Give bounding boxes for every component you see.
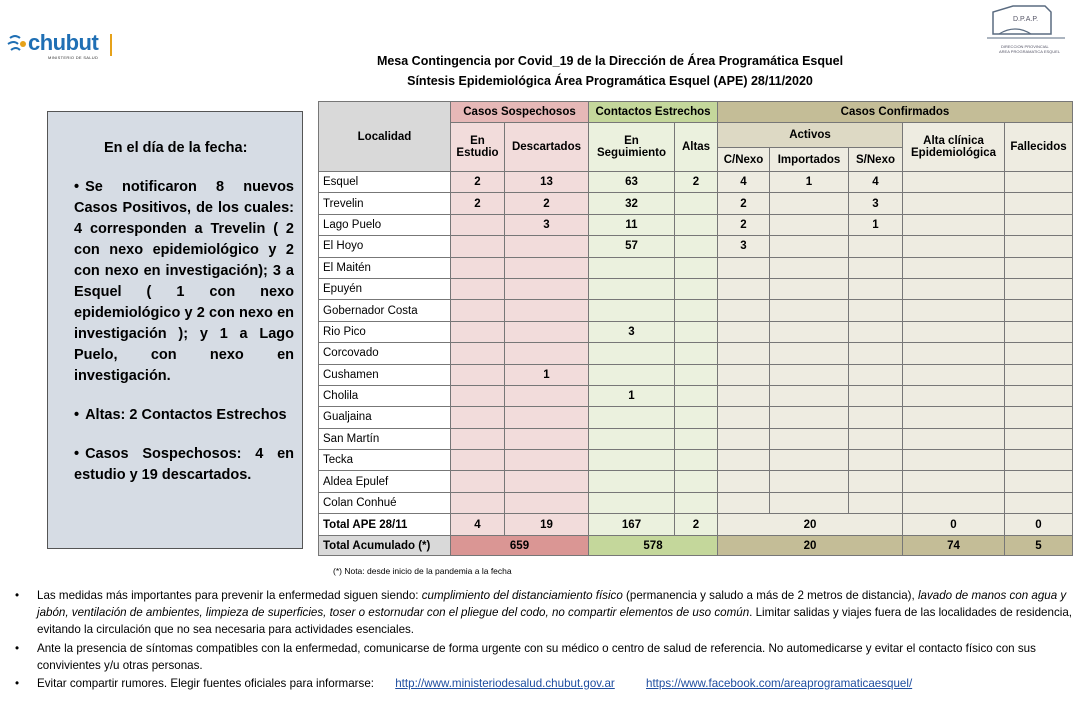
total-ape-estudio: 4	[451, 514, 505, 536]
dpap-logo	[985, 4, 1069, 54]
cell-localidad: Epuyén	[319, 278, 451, 299]
cell-localidad: Tecka	[319, 450, 451, 471]
cell-alta_clinica	[903, 172, 1005, 193]
cell-fallecidos	[1005, 471, 1073, 492]
cell-fallecidos	[1005, 172, 1073, 193]
cell-descartados: 2	[505, 193, 589, 214]
cell-snexo: 3	[849, 193, 903, 214]
cell-fallecidos	[1005, 450, 1073, 471]
summary-item: • Casos Sospechosos: 4 en estudio y 19 descartados.	[74, 446, 294, 483]
summary-heading: En el día de la fecha:	[104, 140, 248, 156]
cell-snexo: 4	[849, 172, 903, 193]
cell-seguimiento	[589, 343, 675, 364]
cell-fallecidos	[1005, 300, 1073, 321]
cell-altas	[675, 236, 718, 257]
cell-localidad: Gualjaina	[319, 407, 451, 428]
header-descartados: Descartados	[505, 123, 589, 172]
table-row	[319, 172, 1073, 193]
cell-importados	[770, 450, 849, 471]
cell-estudio	[451, 236, 505, 257]
cell-estudio	[451, 492, 505, 513]
cell-fallecidos	[1005, 193, 1073, 214]
table-row	[319, 300, 1073, 321]
cell-cnexo	[718, 300, 770, 321]
cell-descartados	[505, 471, 589, 492]
total-acumulado-contactos: 578	[589, 536, 718, 556]
cell-cnexo	[718, 385, 770, 406]
cell-descartados	[505, 492, 589, 513]
logo-divider	[110, 34, 112, 56]
cell-cnexo	[718, 321, 770, 342]
cell-snexo	[849, 321, 903, 342]
cell-descartados	[505, 385, 589, 406]
cell-seguimiento: 11	[589, 214, 675, 235]
total-ape-altas: 2	[675, 514, 718, 536]
cell-descartados	[505, 300, 589, 321]
cell-estudio	[451, 364, 505, 385]
cell-cnexo	[718, 257, 770, 278]
cell-alta_clinica	[903, 450, 1005, 471]
cell-altas	[675, 492, 718, 513]
cell-cnexo	[718, 364, 770, 385]
cell-seguimiento: 32	[589, 193, 675, 214]
table-row	[319, 407, 1073, 428]
cell-importados	[770, 428, 849, 449]
facebook-link[interactable]: https://www.facebook.com/areaprogramaticaesquel/	[646, 677, 913, 690]
cell-seguimiento	[589, 492, 675, 513]
header-alta-clinica: Alta clínica Epidemiológica	[903, 123, 1005, 172]
total-acumulado-label: Total Acumulado (*)	[319, 536, 451, 556]
cell-estudio	[451, 278, 505, 299]
cell-importados	[770, 471, 849, 492]
cell-estudio	[451, 257, 505, 278]
total-acumulado-fallecidos: 5	[1005, 536, 1073, 556]
header-casos-confirmados: Casos Confirmados	[718, 102, 1073, 123]
cell-localidad: Lago Puelo	[319, 214, 451, 235]
cell-localidad: Colan Conhué	[319, 492, 451, 513]
cell-estudio	[451, 407, 505, 428]
page-subtitle: Síntesis Epidemiológica Área Programática Esquel (APE) 28/11/2020	[407, 74, 813, 88]
total-ape-row	[319, 514, 1073, 536]
cell-descartados	[505, 257, 589, 278]
cell-estudio	[451, 428, 505, 449]
total-ape-alta-clinica: 0	[903, 514, 1005, 536]
sun-logo-icon	[6, 32, 28, 58]
total-acumulado-row	[319, 536, 1073, 556]
total-acumulado-sospechosos: 659	[451, 536, 589, 556]
total-ape-seguimiento: 167	[589, 514, 675, 536]
cell-fallecidos	[1005, 428, 1073, 449]
cell-cnexo	[718, 450, 770, 471]
cell-alta_clinica	[903, 193, 1005, 214]
cell-alta_clinica	[903, 278, 1005, 299]
symptoms-bullet: • Ante la presencia de síntomas compatibles con la enfermedad, comunicarse de forma urgente con su médico o centro de salud de referencia. No automedicarse y evitar el contacto físico con sus convivientes y/u otras personas.	[15, 642, 1036, 672]
total-ape-label: Total APE 28/11	[319, 514, 451, 536]
table-row	[319, 471, 1073, 492]
cell-cnexo: 4	[718, 172, 770, 193]
cell-fallecidos	[1005, 278, 1073, 299]
cell-altas	[675, 364, 718, 385]
chubut-logo	[6, 30, 116, 64]
header-altas: Altas	[675, 123, 718, 172]
cell-importados	[770, 300, 849, 321]
cell-seguimiento	[589, 257, 675, 278]
cell-cnexo	[718, 428, 770, 449]
cell-importados	[770, 364, 849, 385]
cell-altas	[675, 450, 718, 471]
cell-seguimiento: 63	[589, 172, 675, 193]
cell-fallecidos	[1005, 257, 1073, 278]
cell-cnexo	[718, 492, 770, 513]
cell-cnexo	[718, 471, 770, 492]
cell-seguimiento	[589, 450, 675, 471]
cell-snexo	[849, 428, 903, 449]
cell-altas	[675, 257, 718, 278]
cell-importados	[770, 343, 849, 364]
total-ape-descartados: 19	[505, 514, 589, 536]
cell-fallecidos	[1005, 321, 1073, 342]
cell-seguimiento	[589, 407, 675, 428]
table-row	[319, 193, 1073, 214]
cell-alta_clinica	[903, 214, 1005, 235]
table-row	[319, 321, 1073, 342]
cell-cnexo	[718, 278, 770, 299]
cell-importados	[770, 193, 849, 214]
epidemiology-table	[318, 101, 1073, 556]
cell-importados: 1	[770, 172, 849, 193]
table-row	[319, 364, 1073, 385]
cell-descartados: 13	[505, 172, 589, 193]
cell-cnexo: 2	[718, 214, 770, 235]
cell-seguimiento: 3	[589, 321, 675, 342]
ministry-link[interactable]: http://www.ministeriodesalud.chubut.gov.ar	[395, 677, 615, 690]
header-contactos-estrechos: Contactos Estrechos	[589, 102, 718, 123]
cell-snexo	[849, 236, 903, 257]
cell-cnexo: 2	[718, 193, 770, 214]
logo-subtitle: MINISTERIO DE SALUD	[48, 55, 99, 60]
table-note: (*) Nota: desde inicio de la pandemia a la fecha	[333, 566, 512, 576]
cell-alta_clinica	[903, 428, 1005, 449]
cell-alta_clinica	[903, 300, 1005, 321]
table-row	[319, 343, 1073, 364]
cell-importados	[770, 257, 849, 278]
cell-altas	[675, 385, 718, 406]
cell-fallecidos	[1005, 492, 1073, 513]
cell-alta_clinica	[903, 385, 1005, 406]
total-acumulado-activos: 20	[718, 536, 903, 556]
cell-importados	[770, 321, 849, 342]
cell-alta_clinica	[903, 364, 1005, 385]
cell-altas	[675, 407, 718, 428]
cell-importados	[770, 236, 849, 257]
cell-estudio: 2	[451, 193, 505, 214]
cell-estudio	[451, 343, 505, 364]
cell-altas	[675, 300, 718, 321]
cell-snexo: 1	[849, 214, 903, 235]
cell-descartados	[505, 343, 589, 364]
cell-fallecidos	[1005, 236, 1073, 257]
cell-importados	[770, 407, 849, 428]
table-row	[319, 450, 1073, 471]
cell-alta_clinica	[903, 492, 1005, 513]
header-c-nexo: C/Nexo	[718, 148, 770, 172]
table-row	[319, 492, 1073, 513]
cell-estudio: 2	[451, 172, 505, 193]
cell-estudio	[451, 321, 505, 342]
logo-word: chubut	[28, 30, 99, 55]
cell-importados	[770, 492, 849, 513]
cell-snexo	[849, 385, 903, 406]
cell-localidad: Gobernador Costa	[319, 300, 451, 321]
cell-estudio	[451, 385, 505, 406]
cell-localidad: Rio Pico	[319, 321, 451, 342]
cell-estudio	[451, 300, 505, 321]
cell-cnexo	[718, 407, 770, 428]
header-en-estudio: En Estudio	[451, 123, 505, 172]
cell-estudio	[451, 471, 505, 492]
cell-alta_clinica	[903, 321, 1005, 342]
cell-altas	[675, 343, 718, 364]
header-s-nexo: S/Nexo	[849, 148, 903, 172]
cell-estudio	[451, 450, 505, 471]
table-row	[319, 385, 1073, 406]
summary-item: • Se notificaron 8 nuevos Casos Positivos, de los cuales: 4 corresponden a Trevelin ( 2 con nexo epidemiológico y 2 con nexo en investigación); 3 a Esquel ( 1 con nexo epidemiológico y 2 con nexo en investigación ); y 1 a Lago Puelo, con nexo en investigación.	[74, 179, 294, 384]
cell-descartados	[505, 407, 589, 428]
cell-snexo	[849, 343, 903, 364]
cell-seguimiento: 57	[589, 236, 675, 257]
dpap-badge: D.P.A.P.	[1013, 16, 1039, 23]
cell-snexo	[849, 300, 903, 321]
table-row	[319, 236, 1073, 257]
cell-descartados	[505, 278, 589, 299]
header-localidad: Localidad	[319, 102, 451, 172]
cell-altas	[675, 214, 718, 235]
cell-snexo	[849, 364, 903, 385]
table-row	[319, 428, 1073, 449]
dpap-line1: DIRECCION PROVINCIAL	[1001, 44, 1049, 49]
cell-importados	[770, 278, 849, 299]
summary-box	[47, 111, 303, 549]
cell-altas: 2	[675, 172, 718, 193]
total-acumulado-alta-clinica: 74	[903, 536, 1005, 556]
cell-importados	[770, 214, 849, 235]
cell-seguimiento	[589, 428, 675, 449]
cell-seguimiento	[589, 300, 675, 321]
header-en-seguimiento: En Seguimiento	[589, 123, 675, 172]
table-row	[319, 214, 1073, 235]
table-row	[319, 278, 1073, 299]
cell-alta_clinica	[903, 407, 1005, 428]
cell-localidad: Esquel	[319, 172, 451, 193]
cell-snexo	[849, 257, 903, 278]
cell-fallecidos	[1005, 214, 1073, 235]
cell-snexo	[849, 407, 903, 428]
cell-fallecidos	[1005, 343, 1073, 364]
cell-descartados	[505, 321, 589, 342]
cell-altas	[675, 193, 718, 214]
cell-localidad: Trevelin	[319, 193, 451, 214]
cell-localidad: El Hoyo	[319, 236, 451, 257]
dpap-line2: AREA PROGRAMATICA ESQUEL	[999, 49, 1061, 54]
cell-localidad: San Martín	[319, 428, 451, 449]
cell-localidad: Corcovado	[319, 343, 451, 364]
cell-seguimiento	[589, 364, 675, 385]
total-ape-fallecidos: 0	[1005, 514, 1073, 536]
header-importados: Importados	[770, 148, 849, 172]
cell-snexo	[849, 278, 903, 299]
cell-localidad: Cholila	[319, 385, 451, 406]
cell-descartados	[505, 428, 589, 449]
header-fallecidos: Fallecidos	[1005, 123, 1073, 172]
cell-cnexo	[718, 343, 770, 364]
cell-alta_clinica	[903, 471, 1005, 492]
cell-snexo	[849, 492, 903, 513]
cell-fallecidos	[1005, 364, 1073, 385]
cell-fallecidos	[1005, 407, 1073, 428]
cell-descartados: 1	[505, 364, 589, 385]
header-casos-sospechosos: Casos Sospechosos	[451, 102, 589, 123]
cell-altas	[675, 471, 718, 492]
cell-descartados	[505, 450, 589, 471]
sources-bullet: • Evitar compartir rumores. Elegir fuentes oficiales para informarse: http://www.ministeriodesalud.chubut.gov.ar https://www.facebook.com/areaprogramaticaesquel/	[15, 677, 913, 690]
cell-fallecidos	[1005, 385, 1073, 406]
cell-localidad: Cushamen	[319, 364, 451, 385]
cell-cnexo: 3	[718, 236, 770, 257]
cell-descartados: 3	[505, 214, 589, 235]
cell-descartados	[505, 236, 589, 257]
cell-alta_clinica	[903, 236, 1005, 257]
cell-seguimiento	[589, 471, 675, 492]
cell-altas	[675, 321, 718, 342]
cell-seguimiento	[589, 278, 675, 299]
cell-altas	[675, 278, 718, 299]
table-row	[319, 257, 1073, 278]
cell-snexo	[849, 471, 903, 492]
cell-localidad: Aldea Epulef	[319, 471, 451, 492]
page-title: Mesa Contingencia por Covid_19 de la Dirección de Área Programática Esquel	[376, 54, 844, 68]
cell-altas	[675, 428, 718, 449]
cell-localidad: El Maitén	[319, 257, 451, 278]
cell-alta_clinica	[903, 343, 1005, 364]
cell-seguimiento: 1	[589, 385, 675, 406]
header-activos: Activos	[718, 123, 903, 148]
cell-importados	[770, 385, 849, 406]
total-ape-activos: 20	[718, 514, 903, 536]
cell-estudio	[451, 214, 505, 235]
cell-snexo	[849, 450, 903, 471]
summary-item: • Altas: 2 Contactos Estrechos	[74, 407, 287, 423]
dpap-emblem-icon	[985, 4, 1069, 44]
prevention-bullet: • Las medidas más importantes para prevenir la enfermedad siguen siendo: cumplimiento del distanciamiento físico (permanencia y saludo a más de 2 metros de distancia), lavado de manos con agua y jabón, ventilación de ambientes, limpieza de superficies, toser o estornudar con el pliegue del codo, no compartir elementos de uso común. Limitar salidas y viajes fuera de las localidades de residencia, evitando la circulación que no sea necesaria para actividades esenciales.	[15, 589, 1072, 636]
cell-alta_clinica	[903, 257, 1005, 278]
